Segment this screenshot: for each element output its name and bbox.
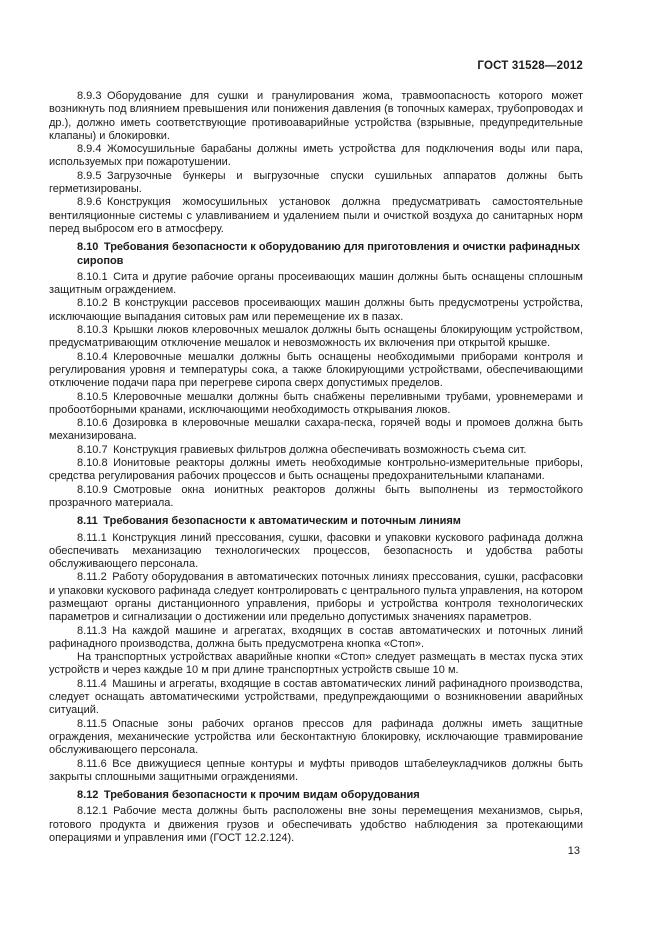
paragraph: 8.9.5 Загрузочные бункеры и выгрузочные спуски сушильных аппаратов должны быть герметизированы. [49,169,583,196]
paragraph: 8.10.7 Конструкция гравиевых фильтров должна обеспечивать возможность съема сит. [77,443,527,456]
paragraph: 8.11.5 Опасные зоны рабочих органов прессов для рафинада должны иметь защитные ограждения, механические устройства или бесконтактную блокировку, исключающие травмирование обслуживающего персонала. [49,717,583,757]
paragraph: 8.11.2 Работу оборудования в автоматических поточных линиях прессования, сушки, расфасовки и упаковки кускового рафинада следует контролировать с центрального пульта управления, на котором размещают органы дистанционного управления, приборы и устройства контроля технологических параметров и сигнализации о достижении или предельно допустимых значениях параметров. [49,571,583,624]
paragraph: 8.9.6 Конструкция жомосушильных установок должна предусматривать самостоятельные вентиляционные системы с улавливанием и удалением пыли и очисткой воздуха до санитарных норм перед выбросом его в атмосферу. [49,196,583,235]
paragraph: 8.10.1 Сита и другие рабочие органы просеивающих машин должны быть оснащены сплошным защитным ограждением. [49,270,583,297]
paragraph: 8.10.9 Смотровые окна ионитных реакторов должны быть выполнены из термостойкого прозрачного материала. [49,483,583,509]
paragraph: 8.10.3 Крышки люков клеровочных мешалок должны быть оснащены блокирующим устройством, предусматривающим отключение мешалок и невозможность их включения при открытой крышке. [49,324,583,350]
section-heading: 8.11 Требования безопасности к автоматическим и поточным линиям [77,515,461,528]
paragraph: 8.10.6 Дозировка в клеровочные мешалки сахара-песка, горячей воды и промоев должна быть механизирована. [49,417,583,443]
paragraph: 8.9.4 Жомосушильные барабаны должны иметь устройства для подключения воды или пара, используемых при пожаротушении. [49,143,583,169]
paragraph: На транспортных устройствах аварийные кнопки «Стоп» следует размещать в местах пуска этих устройств и через каждые 10 м при длине транспортных устройств свыше 10 м. [49,651,583,677]
document-body [49,90,583,845]
paragraph: 8.10.2 В конструкции рассевов просеивающих машин должны быть предусмотрены устройства, исключающие выпадания ситовых рам или перемещение их в пазах. [49,297,583,323]
paragraph: 8.10.5 Клеровочные мешалки должны быть снабжены переливными трубами, уровнемерами и пробоотборными кранами, исключающими необходимость открывания люков. [49,390,583,416]
paragraph: 8.10.8 Ионитовые реакторы должны иметь необходимые контрольно-измерительные приборы, средства регулирования рабочих процессов и быть оснащены предохранительными клапанами. [49,457,583,483]
page-number: 13 [567,845,580,857]
paragraph: 8.11.4 Машины и агрегаты, входящие в состав автоматических линий рафинадного производства, следует оснащать автоматическими устройствами, предупреждающими о возникновении аварийных ситуаций. [49,677,583,717]
paragraph: 8.9.3 Оборудование для сушки и гранулирования жома, травмоопасность которого может возникнуть под влиянием превышения или понижения давления (в топочных камерах, трубопроводах и др.), должно иметь соответствующие противоаварийные устройства (взрывные, предупредительные клапаны) и блокировки. [49,90,583,142]
paragraph: 8.11.6 Все движущиеся цепные контуры и муфты приводов штабелеукладчиков должны быть закрыты сплошными защитными ограждениями. [49,757,583,783]
paragraph: 8.12.1 Рабочие места должны быть расположены вне зоны перемещения механизмов, сырья, готового продукта и движения грузов и обеспечивать удобство наблюдения за протекающими операциями и управления ими (ГОСТ 12.2.124). [49,805,583,845]
paragraph: 8.11.1 Конструкция линий прессования, сушки, фасовки и упаковки кускового рафинада должна обеспечивать механизацию технологических процессов, безопасность и удобства работы обслуживающего персонала. [49,531,583,571]
section-heading: 8.10 Требования безопасности к оборудованию для приготовления и очистки рафинадных сиропов [77,241,581,267]
section-heading: 8.12 Требования безопасности к прочим видам оборудования [77,789,420,802]
paragraph: 8.10.4 Клеровочные мешалки должны быть оснащены необходимыми приборами контроля и регулирования уровня и температуры сока, а также блокирующими устройствами, обеспечивающими отключение подачи пара при перегреве сиропа сверх допустимых пределов. [49,350,583,390]
paragraph: 8.11.3 На каждой машине и агрегатах, входящих в состав автоматических и поточных линий рафинадного производства, должна быть предусмотрена кнопка «Стоп». [49,624,583,650]
running-header: ГОСТ 31528—2012 [477,60,583,72]
